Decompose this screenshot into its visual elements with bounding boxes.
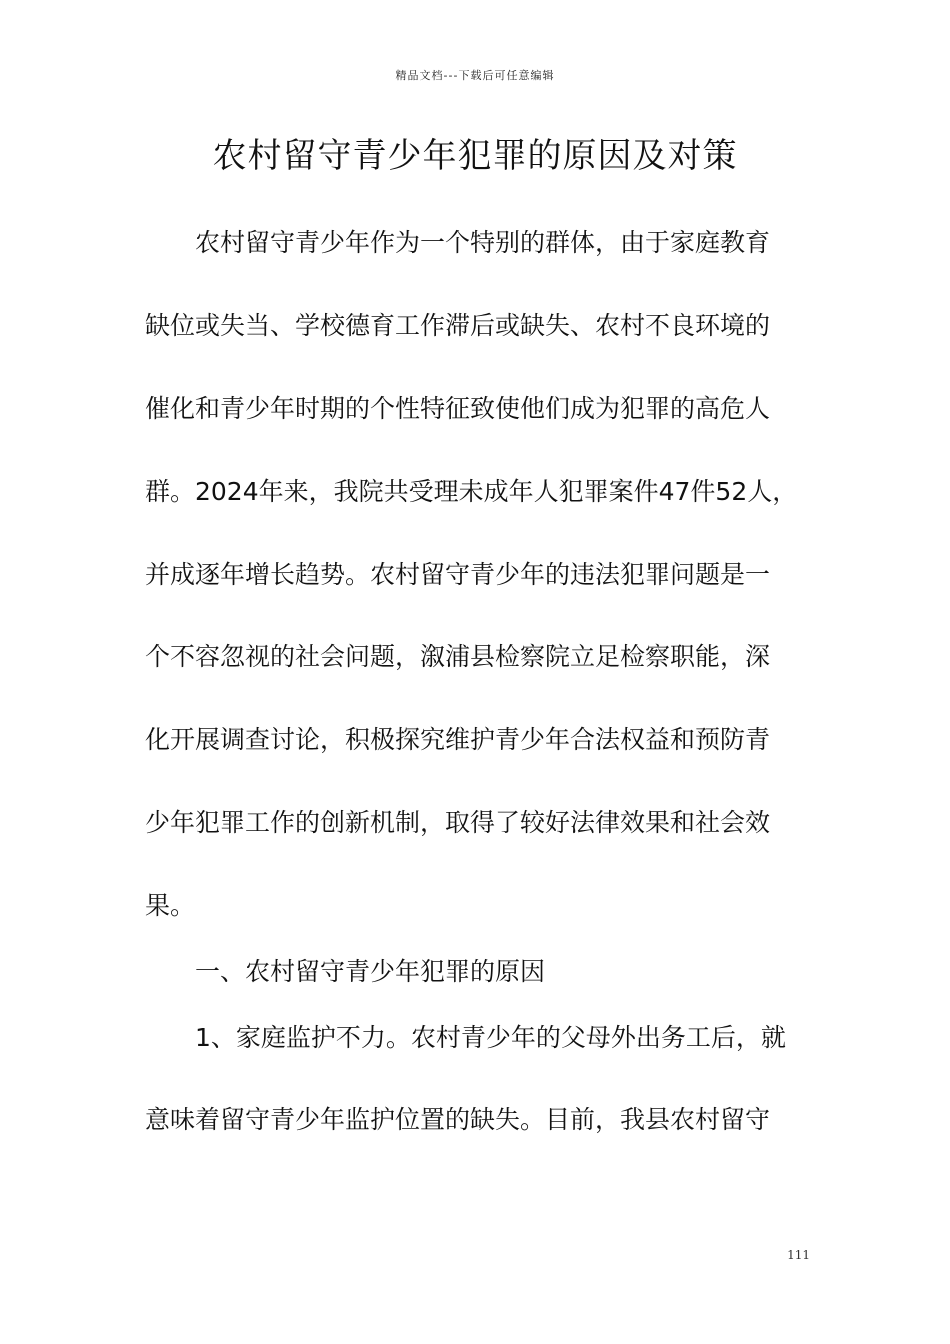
document-title: 农村留守青少年犯罪的原因及对策 <box>212 136 738 176</box>
section-heading: 一、农村留守青少年犯罪的原因 <box>195 957 546 986</box>
paragraph-line: 催化和青少年时期的个性特征致使他们成为犯罪的高危人 <box>145 394 771 423</box>
paragraph-line: 果。 <box>145 891 196 920</box>
paragraph-line: 少年犯罪工作的创新机制，取得了较好法律效果和社会效 <box>145 808 771 837</box>
paragraph-line: 农村留守青少年作为一个特别的群体，由于家庭教育 <box>195 228 771 257</box>
paragraph-line: 群。2024年来，我院共受理未成年人犯罪案件47件52人， <box>145 477 798 506</box>
page-number: 111 <box>787 1248 810 1262</box>
paragraph-line: 意味着留守青少年监护位置的缺失。目前，我县农村留守 <box>145 1105 771 1134</box>
paragraph-line: 并成逐年增长趋势。农村留守青少年的违法犯罪问题是一 <box>145 560 771 589</box>
paragraph-line: 缺位或失当、学校德育工作滞后或缺失、农村不良环境的 <box>145 311 771 340</box>
paragraph-line: 化开展调查讨论，积极探究维护青少年合法权益和预防青 <box>145 725 771 754</box>
header-note: 精品文档---下载后可任意编辑 <box>395 69 555 82</box>
paragraph-line: 个不容忽视的社会问题，溆浦县检察院立足检察职能，深 <box>145 642 771 671</box>
paragraph-line: 1、家庭监护不力。农村青少年的父母外出务工后，就 <box>195 1023 786 1052</box>
